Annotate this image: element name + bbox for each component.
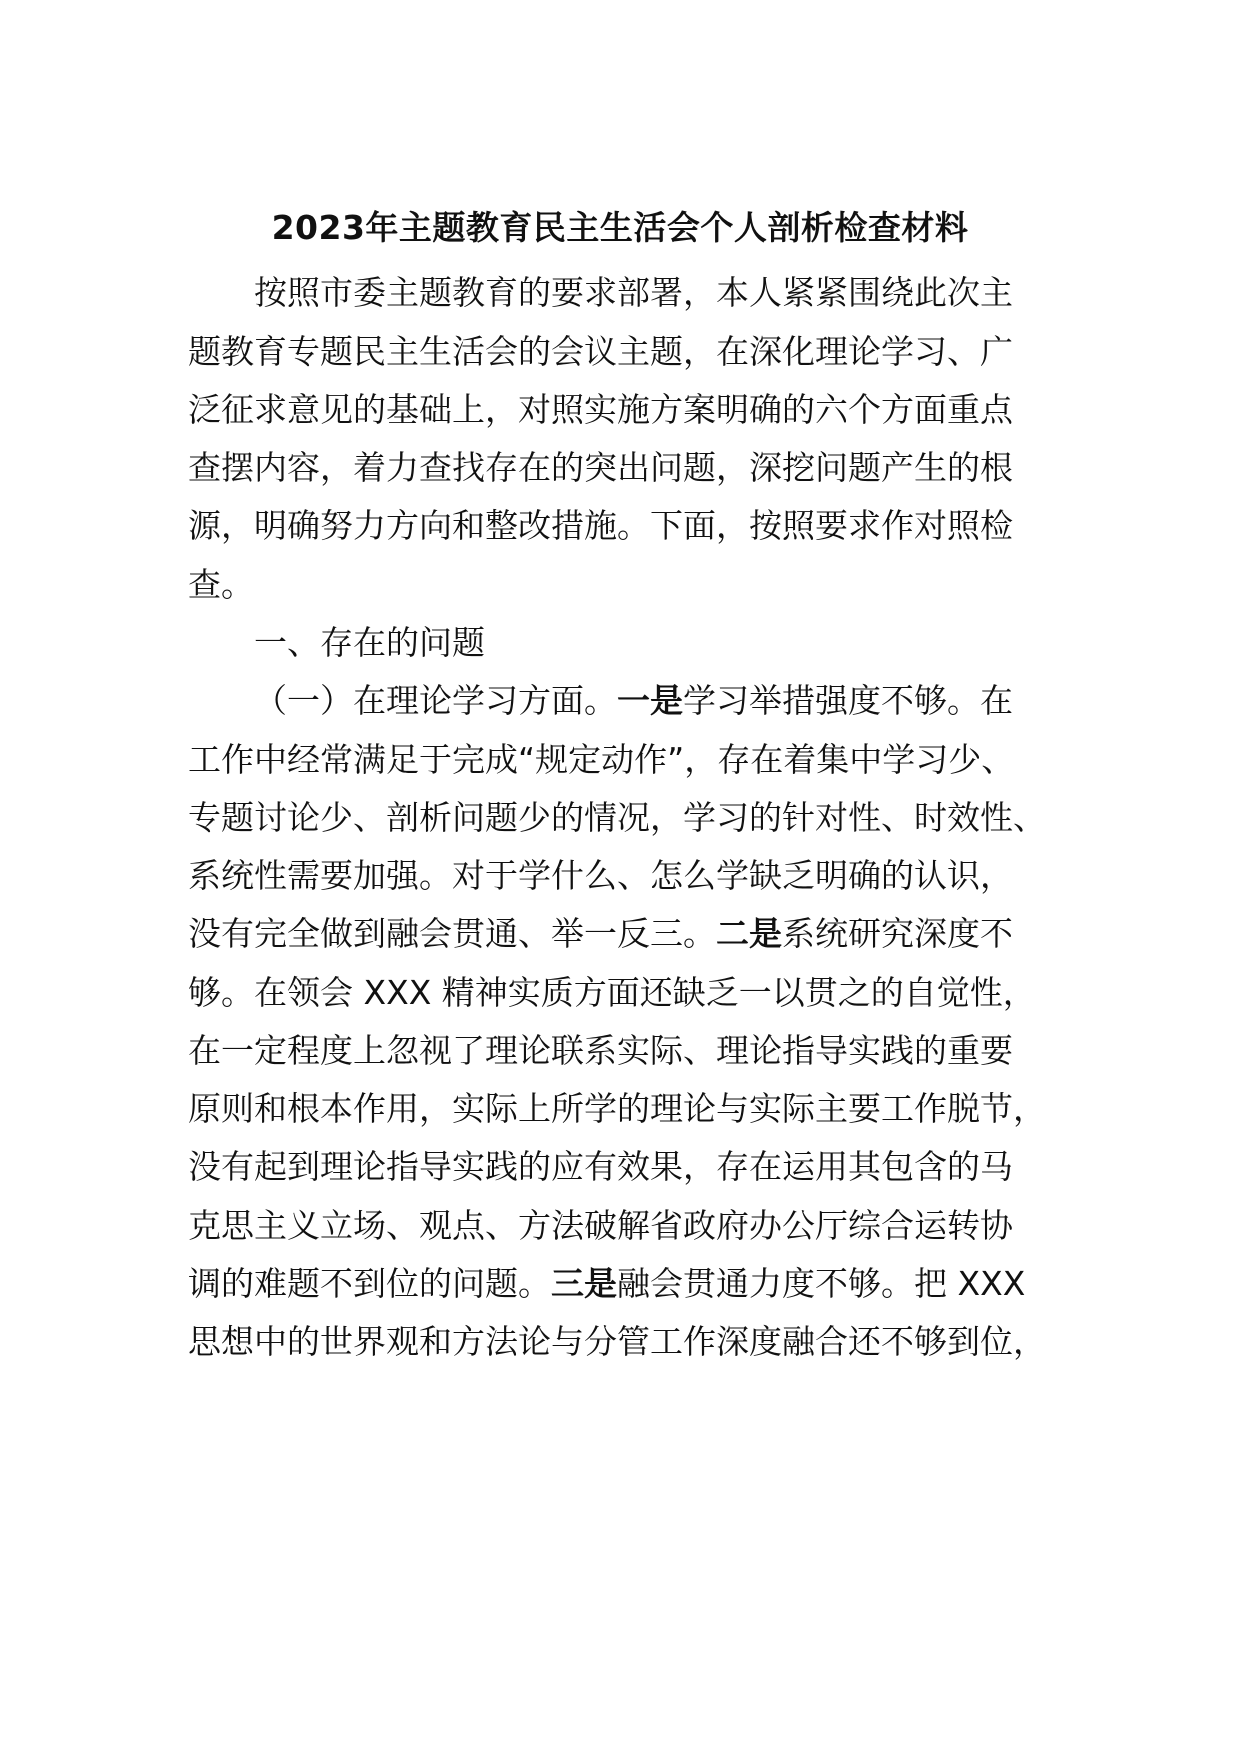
paragraph-line bbox=[254, 676, 1013, 726]
point-marker: 三是 bbox=[551, 1264, 617, 1303]
document-title: 2023年主题教育民主生活会个人剖析检查材料 bbox=[271, 208, 969, 247]
section-heading: 一、存在的问题 bbox=[254, 623, 485, 662]
line-text: 系统研究深度不 bbox=[782, 914, 1013, 953]
paragraph-line: 源，明确努力方向和整改措施。下面，按照要求作对照检 bbox=[188, 506, 1013, 545]
point-marker: 一是 bbox=[617, 681, 683, 720]
paragraph-line bbox=[188, 1259, 1025, 1309]
paragraph-line: 思想中的世界观和方法论与分管工作深度融合还不够到位， bbox=[188, 1322, 1046, 1361]
point-marker: 二是 bbox=[716, 914, 782, 953]
line-text: 调的难题不到位的问题。 bbox=[188, 1264, 551, 1303]
line-text: 融会贯通力度不够。把 XXX bbox=[617, 1264, 1026, 1303]
paragraph-line: 克思主义立场、观点、方法破解省政府办公厅综合运转协 bbox=[188, 1206, 1013, 1245]
paragraph-line: 查摆内容，着力查找存在的突出问题，深挖问题产生的根 bbox=[188, 448, 1013, 487]
paragraph-line bbox=[188, 909, 1013, 959]
paragraph-line: 没有起到理论指导实践的应有效果，存在运用其包含的马 bbox=[188, 1147, 1013, 1186]
line-text: 学习举措强度不够。在 bbox=[683, 681, 1013, 720]
paragraph-line: 专题讨论少、剖析问题少的情况，学习的针对性、时效性、 bbox=[188, 798, 1046, 837]
subsection-heading: （一）在理论学习方面。 bbox=[254, 681, 617, 720]
paragraph-line: 泛征求意见的基础上，对照实施方案明确的六个方面重点 bbox=[188, 390, 1013, 429]
paragraph-line: 在一定程度上忽视了理论联系实际、理论指导实践的重要 bbox=[188, 1031, 1013, 1070]
paragraph-line: 系统性需要加强。对于学什么、怎么学缺乏明确的认识， bbox=[188, 856, 1013, 895]
paragraph-line: 按照市委主题教育的要求部署，本人紧紧围绕此次主 bbox=[254, 273, 1013, 312]
paragraph-line: 够。在领会 XXX 精神实质方面还缺乏一以贯之的自觉性， bbox=[188, 973, 1036, 1012]
paragraph-line: 工作中经常满足于完成“规定动作”，存在着集中学习少、 bbox=[188, 740, 1015, 779]
paragraph-line: 原则和根本作用，实际上所学的理论与实际主要工作脱节， bbox=[188, 1089, 1046, 1128]
line-text: 没有完全做到融会贯通、举一反三。 bbox=[188, 914, 716, 953]
paragraph-line: 查。 bbox=[188, 565, 254, 604]
paragraph-line: 题教育专题民主生活会的会议主题，在深化理论学习、广 bbox=[188, 332, 1013, 371]
